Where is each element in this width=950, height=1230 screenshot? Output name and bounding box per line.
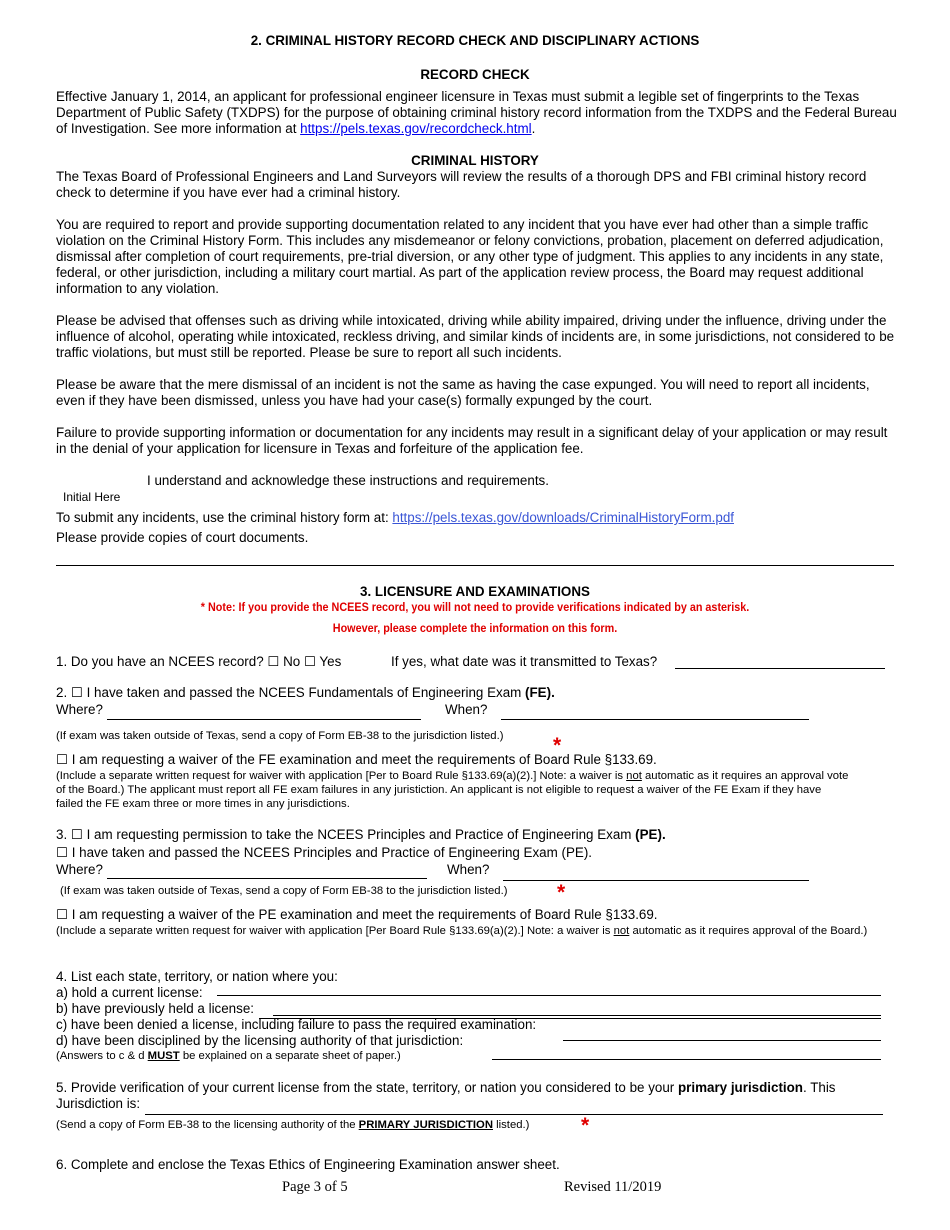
q3-when-label: When?: [447, 862, 490, 877]
ncees-note-line2: However, please complete the information on this form.: [332, 621, 618, 635]
q5-note-a: (Send a copy of Form EB-38 to the licensing authority of the: [56, 1119, 359, 1131]
q1-followup: If yes, what date was it transmitted to Texas?: [391, 654, 658, 669]
acknowledge-statement: I understand and acknowledge these instructions and requirements.: [147, 473, 549, 488]
q4-b-label: b) have previously held a license:: [56, 1001, 254, 1016]
q5-note-primary: PRIMARY JURISDICTION: [358, 1119, 493, 1131]
criminal-history-para2: You are required to report and provide supporting documentation related to any incident that you have ever had other than a simple traffic violation on the Criminal History Form. This includes any misdemeanor or felony convictions, probation, placement on deferred adjudication, dismissal after completion of court requirements, pre-trial diversion, or any other type of judgment. This applies to any incidents in any state, federal, or other jurisdiction, including a military court martial. As part of the application review process, the Board may request additional information to any violation.: [56, 217, 884, 296]
record-check-heading: RECORD CHECK: [420, 67, 530, 82]
initial-here-label: Initial Here: [63, 490, 121, 504]
criminal-history-form-link[interactable]: https://pels.texas.gov/downloads/CriminalHistoryForm.pdf: [392, 510, 734, 525]
q5-jurisdiction-field[interactable]: [145, 1114, 883, 1115]
q4-c-field[interactable]: [259, 1018, 881, 1019]
q6-ethics-exam: 6. Complete and enclose the Texas Ethics of Engineering Examination answer sheet.: [56, 1157, 560, 1172]
section3-title: 3. LICENSURE AND EXAMINATIONS: [360, 584, 590, 599]
q4-note: [56, 1049, 401, 1063]
fe-jurisdiction-note: (If exam was taken outside of Texas, send a copy of Form EB-38 to the jurisdiction listed.): [56, 730, 504, 742]
q5-note: [56, 1118, 529, 1132]
q5-primary-jurisdiction: primary jurisdiction: [677, 1080, 803, 1095]
q4-note-a: (Answers to c & d: [56, 1050, 148, 1062]
pe-waiver-not: not: [613, 925, 630, 937]
q2-when-field[interactable]: [501, 719, 809, 720]
q3-pe-passed[interactable]: ☐ I have taken and passed the NCEES Principles and Practice of Engineering Exam (PE).: [56, 845, 593, 860]
fe-waiver-note-a: (Include a separate written request for waiver with application [Per to Board Rule §133.69(a)(2).] Note: a waiver is: [56, 770, 627, 782]
record-check-text: Effective January 1, 2014, an applicant for professional engineer licensure in Texas must submit a legible set of fingerprints to the Texas Department of Public Safety (TXDPS) for the purpose of obtaining criminal history record information from the TXDPS and the Federal Bureau of Investigation. See more information at: [56, 89, 897, 136]
q1-ncees-record[interactable]: 1. Do you have an NCEES record? ☐ No ☐ Yes: [56, 654, 342, 669]
q4-a-label: a) hold a current license:: [56, 985, 203, 1000]
q4-b-field[interactable]: [273, 1015, 881, 1016]
criminal-history-para3: Please be advised that offenses such as driving while intoxicated, driving while ability impaired, driving under the influence, driving under the influence of alcohol, operating while intoxicated, reckless driving, and similar kinds of incidents are, in some jurisdictions, not considered to be traffic violations, but must still be reported. Please be sure to report all such incidents.: [56, 313, 895, 360]
submit-incidents-line: [56, 510, 926, 526]
pe-asterisk: *: [557, 881, 566, 904]
q3-when-field[interactable]: [503, 880, 809, 881]
q2-when-label: When?: [445, 702, 488, 717]
pe-waiver-checkbox[interactable]: ☐ I am requesting a waiver of the PE examination and meet the requirements of Board Rule §133.69.: [56, 907, 658, 922]
q2-fe-label: (FE).: [525, 685, 555, 700]
record-check-end: .: [531, 121, 536, 136]
q4-note-b: be explained on a separate sheet of paper.): [179, 1050, 401, 1062]
q1-date-field[interactable]: [675, 668, 885, 669]
fe-waiver-note: [56, 769, 851, 811]
pe-jurisdiction-note: (If exam was taken outside of Texas, send a copy of Form EB-38 to the jurisdiction listed.): [60, 885, 508, 897]
q5-text-a: 5. Provide verification of your current license from the state, territory, or nation you considered to be your: [56, 1080, 678, 1095]
q5-jurisdiction-label: Jurisdiction is:: [56, 1096, 141, 1111]
section2-title: 2. CRIMINAL HISTORY RECORD CHECK AND DISCIPLINARY ACTIONS: [250, 33, 700, 48]
q5-asterisk: *: [581, 1114, 590, 1137]
q3-pe-permission[interactable]: [56, 827, 666, 843]
page-number: Page 3 of 5: [282, 1179, 348, 1195]
criminal-history-heading: CRIMINAL HISTORY: [411, 153, 539, 168]
q2-where-label: Where?: [56, 702, 103, 717]
q3-where-field[interactable]: [107, 878, 427, 879]
q3-text: 3. ☐ I am requesting permission to take the NCEES Principles and Practice of Engineering Exam: [56, 827, 636, 842]
q5-note-b: listed.): [493, 1119, 530, 1131]
note-asterisk: *: [200, 600, 205, 614]
pe-waiver-note: [56, 924, 896, 938]
pe-waiver-note-a: (Include a separate written request for waiver with application [Per Board Rule §133.69(a)(2).] Note: a waiver is: [56, 925, 614, 937]
q4-heading: 4. List each state, territory, or nation where you:: [56, 969, 338, 984]
note-text: Note: If you provide the NCEES record, you will not need to provide verifications indicated by an asterisk.: [207, 600, 750, 614]
criminal-history-para5: Failure to provide supporting information or documentation for any incidents may result in a significant delay of your application or may result in the denial of your application for licensure in Texas and forfeiture of the application fee.: [56, 425, 888, 456]
q5-verification: [56, 1080, 886, 1096]
q4-d-label: d) have been disciplined by the licensing authority of that jurisdiction:: [56, 1033, 464, 1048]
fe-asterisk: *: [553, 734, 562, 757]
pe-waiver-note-b: automatic as it requires approval of the Board.): [629, 925, 868, 937]
q2-where-field[interactable]: [107, 719, 421, 720]
submit-text: To submit any incidents, use the criminal history form at:: [56, 510, 393, 525]
q4-c-label: c) have been denied a license, including failure to pass the required examination:: [56, 1017, 537, 1032]
fe-waiver-note-b: automatic as it requires an approval vote of the Board.) The applicant must report all FE exam failures in any juristiction. An applicant is not eligible to request a waiver of the FE Exam if they have failed the FE exam three or more times in any jurisdictions.: [56, 770, 849, 810]
criminal-history-para4: Please be aware that the mere dismissal of an incident is not the same as having the case expunged. You will need to report all incidents, even if they have been dismissed, unless you have had your case(s) formally expunged by the court.: [56, 377, 870, 408]
fe-waiver-checkbox[interactable]: ☐ I am requesting a waiver of the FE examination and meet the requirements of Board Rule §133.69.: [56, 752, 657, 767]
record-check-link[interactable]: https://pels.texas.gov/recordcheck.html: [300, 121, 532, 136]
record-check-paragraph: [56, 89, 901, 137]
q4-extra-field[interactable]: [492, 1059, 881, 1060]
q2-fe-exam[interactable]: [56, 685, 555, 701]
ncees-note-line1: [48, 600, 903, 614]
fe-waiver-not: not: [626, 770, 642, 782]
q3-pe-label: (PE).: [635, 827, 666, 842]
revision-date: Revised 11/2019: [564, 1179, 662, 1195]
section-divider: [56, 565, 894, 566]
court-docs-note: Please provide copies of court documents.: [56, 530, 309, 545]
q2-text: 2. ☐ I have taken and passed the NCEES Fundamentals of Engineering Exam: [56, 685, 526, 700]
criminal-history-para1: The Texas Board of Professional Engineers and Land Surveyors will review the results of a thorough DPS and FBI criminal history record check to determine if you have ever had a criminal history.: [56, 169, 867, 200]
q4-d-field[interactable]: [563, 1040, 881, 1041]
q5-text-b: . This: [803, 1080, 836, 1095]
q4-a-field[interactable]: [217, 995, 881, 996]
q3-where-label: Where?: [56, 862, 103, 877]
q4-note-must: MUST: [147, 1050, 180, 1062]
